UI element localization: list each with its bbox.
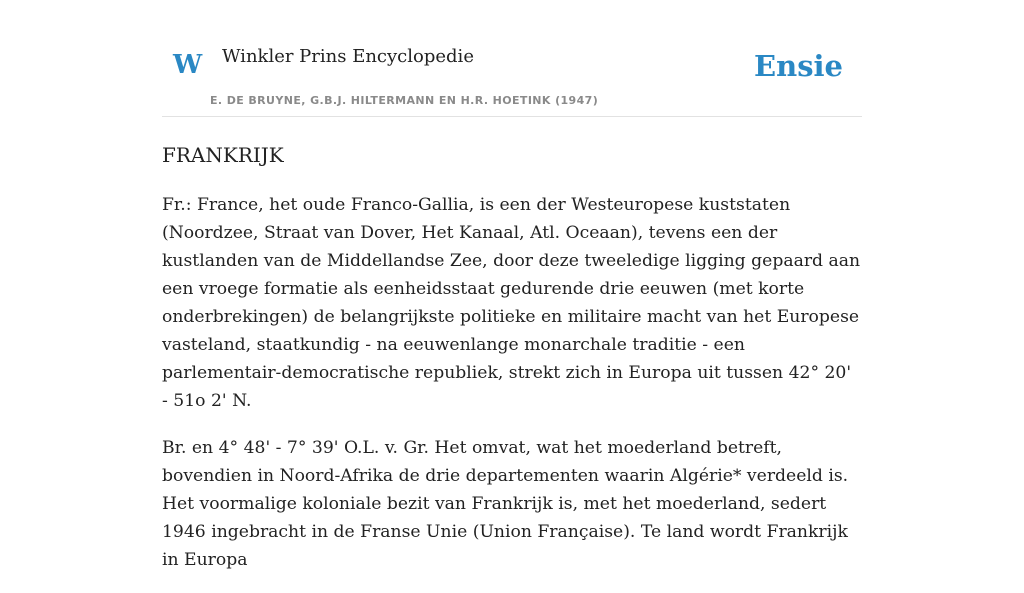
logo-w-icon[interactable]: W	[173, 50, 203, 80]
article-paragraph-2: Br. en 4° 48' - 7° 39' O.L. v. Gr. Het omvat, wat het moederland betreft, bovendien in Noord-Afrika de drie departementen waarin Algérie* verdeeld is. Het voormalige koloniale bezit van Frankrijk is, met het moederland, sedert 1946 ingebracht in de Franse Unie (Union Française). Te land wordt Frankrijk in Europa	[162, 438, 849, 570]
ensie-logo-link[interactable]: Ensie	[754, 49, 843, 83]
authors-line: E. DE BRUYNE, G.B.J. HILTERMANN EN H.R. HOETINK (1947)	[210, 94, 599, 107]
site-header	[162, 30, 862, 117]
article-title: FRANKRIJK	[162, 143, 284, 167]
site-title: Winkler Prins Encyclopedie	[222, 46, 474, 67]
article-body	[162, 140, 862, 593]
article-paragraph-1: Fr.: France, het oude Franco-Gallia, is een der Westeuropese kuststaten (Noordzee, Straat van Dover, Het Kanaal, Atl. Oceaan), tevens een der kustlanden van de Middellandse Zee, door deze tweeledige ligging gepaard aan een vroege formatie als eenheidsstaat gedurende drie eeuwen (met korte onderbrekingen) de belangrijkste politieke en militaire macht van het Europese vasteland, staatkundig - na eeuwenlange monarchale traditie - een parlementair-democratische republiek, strekt zich in Europa uit tussen 42° 20' - 51o 2' N.	[162, 195, 861, 411]
